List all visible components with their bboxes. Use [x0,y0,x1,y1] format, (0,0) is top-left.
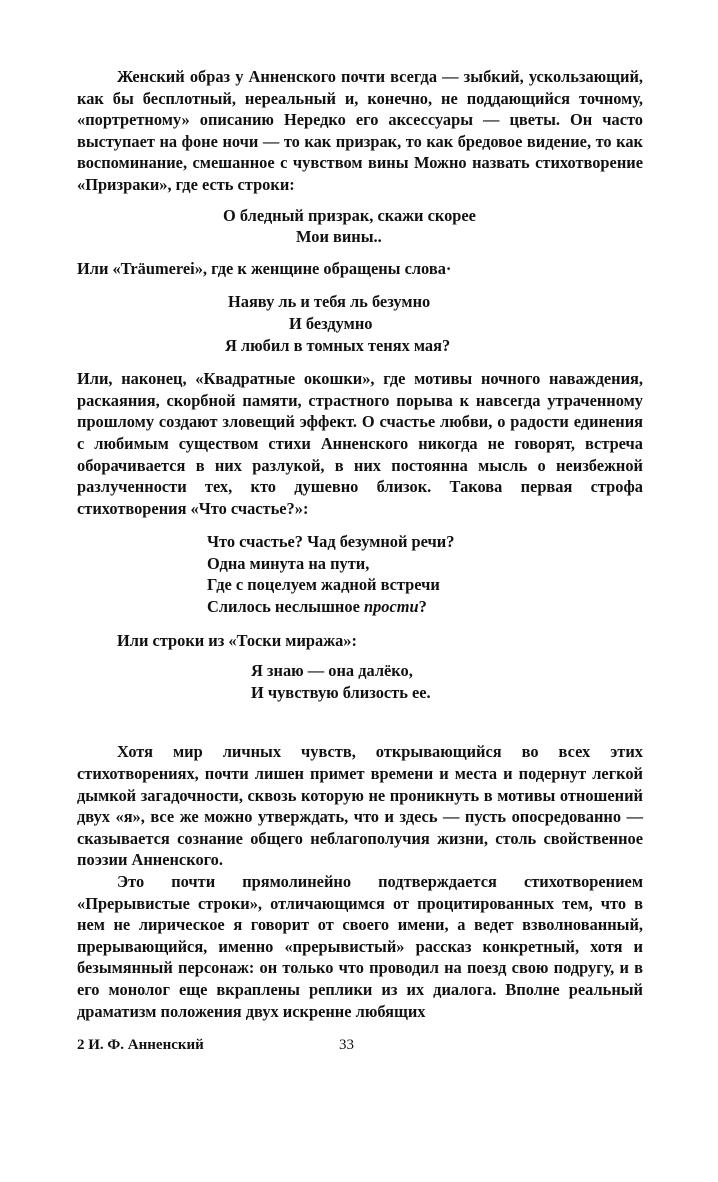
verse-line: Одна минута на пути, [207,553,370,573]
verse-line: Я любил в томных тенях мая? [225,335,451,355]
page-number: 33 [339,1037,354,1053]
paragraph-3: Или, наконец, «Квадратные окошки», где мотивы ночного наваждения, раскаяния, скорбной памяти, страстного порыва к навсегда утраченному прошлому создают зловещий эффект. О счастье любви, о радости единения с любимым существом стихи Анненского никогда не говорят, встреча оборачивается в них разлукой, в них постоянна мысль о неизбежной разлученности тех, кто душевно близок. Такова первая строфа стихотворения «Что счастье?»: [77,369,643,518]
verse-line: Что счастье? Чад безумной речи? [207,532,455,552]
verse-line: Мои вины.. [296,227,382,247]
verse-line: И чувствую близость ее. [251,682,431,702]
verse-chto-schastye [77,531,643,617]
verse-emphasis: прости [363,597,419,617]
paragraph-5: Хотя мир личных чувств, открывающийся во всех этих стихотворениях, почти лишен примет времени и места и подернут легкой дымкой загадочности, сквозь которую не проникнуть в мотивы отношений двух «я», все же можно утверждать, что и здесь — пусть опосредованно — сказывается сознание общего неблагополучия жизни, столь свойственное поэзии Анненского. [77,742,643,870]
verse-line [207,596,643,618]
verse-toska-mirazha [77,660,643,703]
verse-line: Наяву ль и тебя ль безумно [228,292,431,312]
paragraph-1: Женский образ у Анненского почти всегда — зыбкий, ускользающий, как бы бесплотный, нереальный и, конечно, не поддающийся точному, «портретному» описанию Нередко его аксессуары — цветы. Он часто выступает на фоне ночи — то как призрак, то как бредовое видение, то как воспоминание, смешанное с чувством вины Можно назвать стихотворение «Призраки», где есть строки: [77,67,643,194]
paragraph-6: Это почти прямолинейно подтверждается стихотворением «Прерывистые строки», отличающимся от процитированных тем, что в нем не лирическое я говорит от своего имени, а ведет взволнованный, прерывающийся, именно «прерывистый» рассказ конкретный, хотя и безымянный персонаж: он только что проводил на поезд свою подругу, и в его монолог еще вкраплены реплики из их диалога. Вполне реальный драматизм положения двух искренне любящих [77,872,643,1021]
page-body [77,66,643,1022]
verse-line: Где с поцелуем жадной встречи [207,575,440,595]
verse-traumerei [77,291,643,356]
paragraph-2: Или «Träumerei», где к женщине обращены слова· [77,258,452,278]
verse-line: И бездумно [289,313,373,333]
verse-line: Я знаю — она далёко, [251,661,413,681]
paragraph-4: Или строки из «Тоски миража»: [117,630,357,650]
signature-mark: 2 И. Ф. Анненский [77,1037,204,1053]
verse-text: Слилось неслышное [207,597,364,617]
verse-punct: ? [418,597,427,617]
verse-prizraki [77,205,643,248]
verse-line: О бледный призрак, скажи скорее [223,205,476,225]
